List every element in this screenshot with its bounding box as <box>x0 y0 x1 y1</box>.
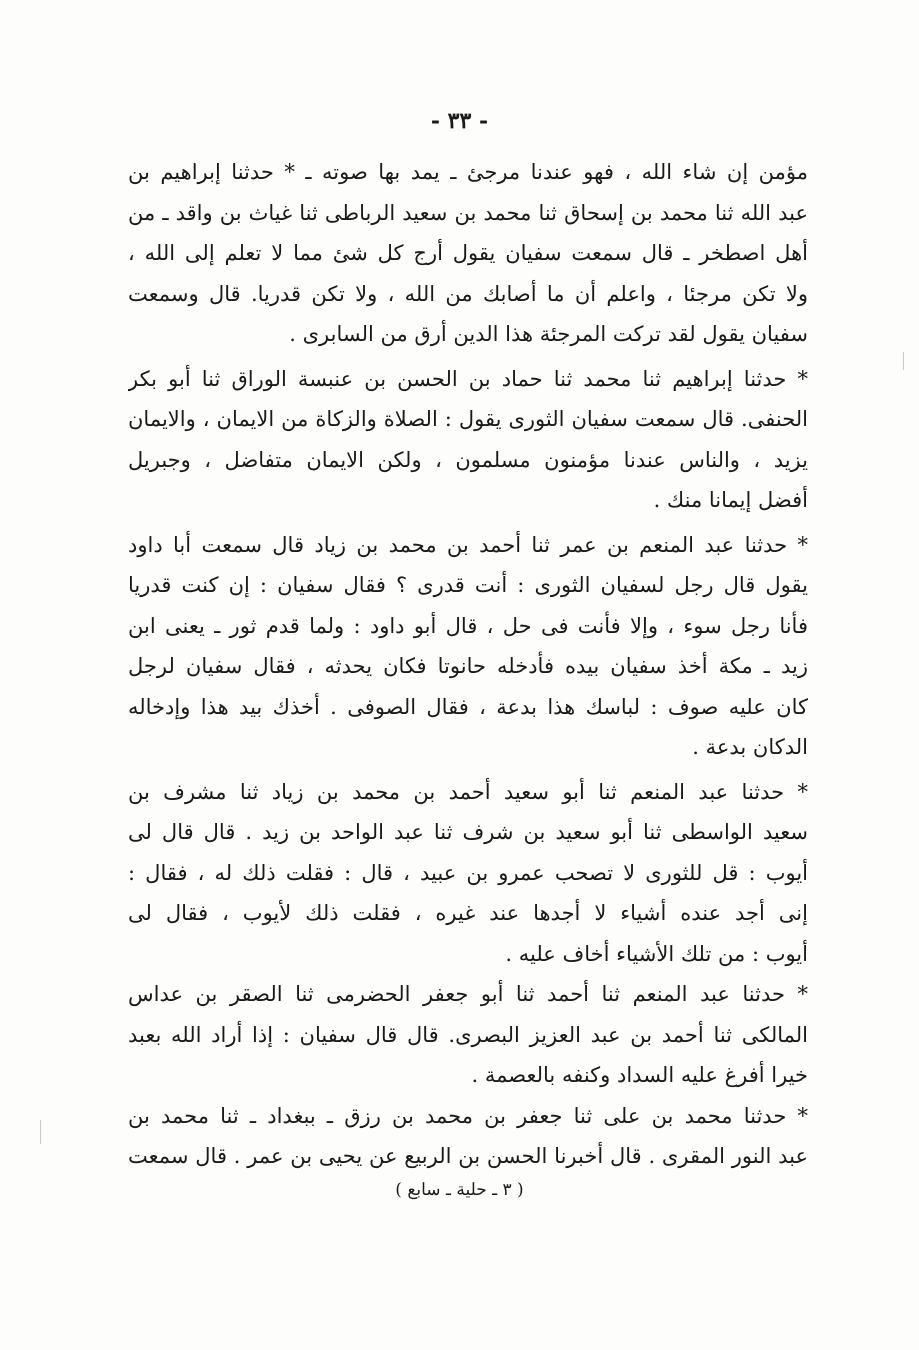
text-line: سفيان يقول لقد تركت المرجئة هذا الدين أرق من السابرى . <box>289 322 808 346</box>
paragraph <box>128 1096 808 1177</box>
text-line: * حدثنا عبد المنعم ثنا أحمد ثنا أبو جعفر الحضرمى ثنا الصقر بن عداس <box>128 982 808 1006</box>
body-text <box>128 152 808 1177</box>
text-line: أهل اصطخر ـ قال سمعت سفيان يقول أرج كل شئ مما لا تعلم إلى الله ، <box>128 241 808 265</box>
paragraph <box>128 359 808 521</box>
text-line: يقول قال رجل لسفيان الثورى : أنت قدرى ؟ فقال سفيان : إن كنت قدريا <box>128 573 808 597</box>
text-line: الحنفى. قال سمعت سفيان الثورى يقول : الصلاة والزكاة من الايمان ، والايمان <box>128 407 808 431</box>
text-line: أيوب : من تلك الأشياء أخاف عليه . <box>505 941 808 966</box>
text-line: عبد النور المقرى . قال أخبرنا الحسن بن الربيع عن يحيى بن عمر . قال سمعت <box>128 1144 808 1168</box>
paragraph <box>128 772 808 975</box>
paragraph <box>128 974 808 1096</box>
scan-mark <box>40 1120 41 1144</box>
text-line: الدكان بدعة . <box>692 735 808 759</box>
text-line: ولا تكن مرجئا ، واعلم أن ما أصابك من الله ، ولا تكن قدريا. قال وسمعت <box>128 281 808 306</box>
text-line: يزيد ، والناس عندنا مؤمنون مسلمون ، ولكن الايمان متفاضل ، وجبريل <box>128 447 808 472</box>
signature-mark: ( ٣ ـ حلية ـ سابع ) <box>395 1180 524 1200</box>
text-line: المالكى ثنا أحمد بن عبد العزيز البصرى. قال قال سفيان : إذا أراد الله بعبد <box>128 1022 808 1047</box>
text-line: * حدثنا عبد المنعم بن عمر ثنا أحمد بن محمد بن زياد قال سمعت أبا داود <box>128 532 808 557</box>
text-line: عبد الله ثنا محمد بن إسحاق ثنا محمد بن سعيد الرباطى ثنا غياث بن واقد ـ من <box>128 200 808 225</box>
text-line: كان عليه صوف : لباسك هذا بدعة ، فقال الصوفى . أخذك بيد هذا وإدخاله <box>128 694 808 719</box>
text-line: * حدثنا عبد المنعم ثنا أبو سعيد أحمد بن محمد بن زياد ثنا مشرف بن <box>128 779 808 804</box>
text-line: فأنا رجل سوء ، وإلا فأنت فى حل ، قال أبو داود : ولما قدم ثور ـ يعنى ابن <box>128 613 808 638</box>
paragraph <box>128 152 808 355</box>
text-line: مؤمن إن شاء الله ، فهو عندنا مرجئ ـ يمد بها صوته ـ * حدثنا إبراهيم بن <box>128 160 808 184</box>
paragraph <box>128 525 808 768</box>
text-line: أفضل إيمانا منك . <box>653 488 808 512</box>
text-line: أيوب : قل للثورى لا تصحب عمرو بن عبيد ، قال : فقلت ذلك له ، فقال : <box>128 860 808 885</box>
text-line: خيرا أفرغ عليه السداد وكنفه بالعصمة . <box>471 1063 808 1087</box>
text-line: إنى أجد عنده أشياء لا أجدها عند غيره ، فقلت ذلك لأيوب ، فقال لى <box>128 901 808 925</box>
text-line: سعيد الواسطى ثنا أبو سعيد بن شرف ثنا عبد الواحد بن زيد . قال قال لى <box>128 820 808 844</box>
text-line: زيد ـ مكة أخذ سفيان بيده فأدخله حانوتا فكان يحدثه ، فقال سفيان لرجل <box>128 654 808 678</box>
text-line: * حدثنا محمد بن على ثنا جعفر بن محمد بن رزق ـ ببغداد ـ ثنا محمد بن <box>128 1103 808 1128</box>
text-line: * حدثنا إبراهيم ثنا محمد ثنا حماد بن الحسن بن عنبسة الوراق ثنا أبو بكر <box>128 366 808 391</box>
scan-mark <box>903 352 904 370</box>
page-number: - ٣٣ - <box>430 108 489 134</box>
